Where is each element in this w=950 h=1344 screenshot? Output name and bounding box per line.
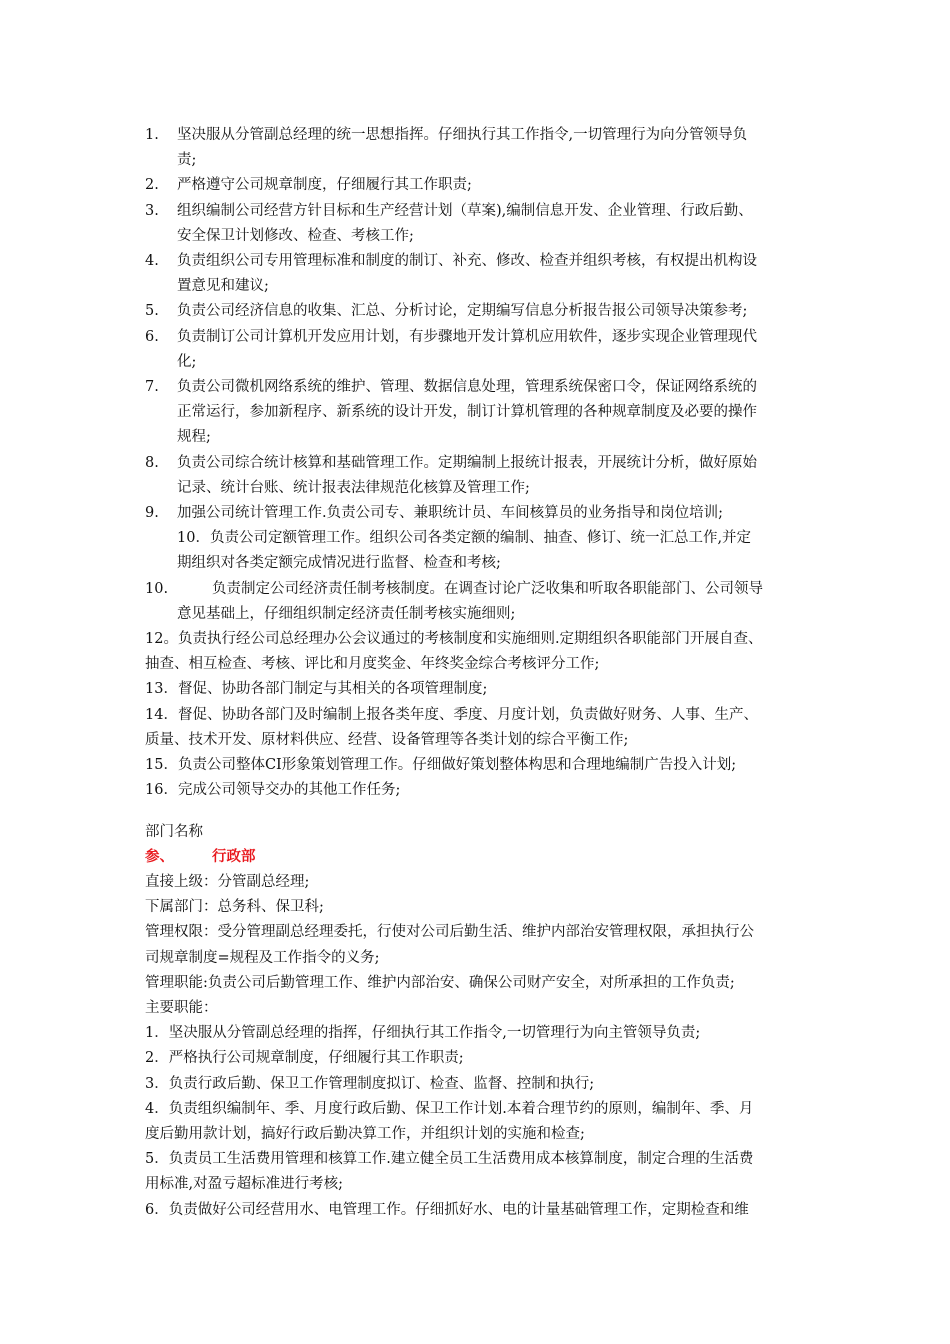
list-item-text: 加强公司统计管理工作.负责公司专、兼职统计员、车间核算员的业务指导和岗位培训; — [177, 505, 723, 521]
section-text-line: 6．负责做好公司经营用水、电管理工作。仔细抓好水、电的计量基础管理工作，定期检查和维 — [145, 1201, 749, 1218]
list-item-text: 意见基础上，仔细组织制定经济责任制考核实施细则; — [177, 605, 516, 622]
list-item-text: 化; — [177, 353, 197, 370]
list-item-text: 负责公司综合统计核算和基础管理工作。定期编制上报统计报表，开展统计分析，做好原始 — [177, 454, 757, 471]
list-item-number: 10. — [145, 580, 169, 597]
section-text-line: 管理权限：受分管理副总经理委托，行使对公司后勤生活、维护内部治安管理权限，承担执行公 — [145, 924, 754, 941]
list-item-number: 4. — [145, 253, 159, 269]
section-text-line: 用标准,对盈亏超标准进行考核; — [145, 1176, 343, 1193]
section-text-line: 2．严格执行公司规章制度，仔细履行其工作职责; — [145, 1050, 464, 1067]
list-item-text: 组织编制公司经营方针目标和生产经营计划（草案),编制信息开发、企业管理、行政后勤、 — [177, 202, 753, 219]
list-item-number: 9. — [145, 505, 159, 521]
list-item-text: 期组织对各类定额完成情况进行监督、检查和考核; — [177, 555, 501, 572]
section-number: 参、 — [145, 848, 174, 865]
list-item-text: 质量、技术开发、原材料供应、经营、设备管理等各类计划的综合平衡工作; — [145, 731, 629, 748]
section-text-line: 主要职能： — [145, 1000, 218, 1016]
list-item-text: 14．督促、协助各部门及时编制上报各类年度、季度、月度计划，负责做好财务、人事、生产、 — [145, 706, 758, 723]
list-item-number: 3. — [145, 202, 159, 219]
list-item-text: 负责制定公司经济责任制考核制度。在调查讨论广泛收集和听取各职能部门、公司领导 — [212, 580, 763, 597]
section-text-line: 度后勤用款计划，搞好行政后勤决算工作，并组织计划的实施和检查; — [145, 1126, 585, 1142]
list-item-number: 5. — [145, 303, 159, 320]
list-item-number: 7. — [145, 379, 159, 395]
section-text-line: 管理职能:负责公司后勤管理工作、维护内部治安、确保公司财产安全，对所承担的工作负责; — [145, 974, 735, 991]
list-item-text: 13．督促、协助各部门制定与其相关的各项管理制度; — [145, 681, 488, 698]
list-item-text: 负责公司微机网络系统的维护、管理、数据信息处理，管理系统保密口令，保证网络系统的 — [177, 379, 757, 395]
list-item-text: 置意见和建议; — [177, 278, 269, 295]
list-item-text: 负责公司经济信息的收集、汇总、分析讨论，定期编写信息分析报告报公司领导决策参考; — [177, 303, 748, 320]
dept-name-label: 部门名称 — [145, 824, 203, 840]
section-title: 行政部 — [212, 848, 256, 865]
list-item-text: 负责制订公司计算机开发应用计划，有步骤地开发计算机应用软件，逐步实现企业管理现代 — [177, 328, 757, 345]
list-item-text: 12。负责执行经公司总经理办公会议通过的考核制度和实施细则.定期组织各职能部门开展自查、 — [145, 631, 763, 647]
section-text-line: 1．坚决服从分管副总经理的指挥，仔细执行其工作指令,一切管理行为向主管领导负责; — [145, 1025, 701, 1042]
list-item-number: 8. — [145, 454, 159, 471]
list-item-text: 责; — [177, 152, 197, 169]
list-item-text: 正常运行，参加新程序、新系统的设计开发，制订计算机管理的各种规章制度及必要的操作 — [177, 404, 757, 421]
list-item-text: 坚决服从分管副总经理的统一思想指挥。仔细执行其工作指令,一切管理行为向分管领导负 — [177, 127, 748, 143]
list-item-text: 规程; — [177, 429, 211, 446]
list-item-text: 16．完成公司领导交办的其他工作任务; — [145, 782, 401, 799]
section-text-line: 3．负责行政后勤、保卫工作管理制度拟订、检查、监督、控制和执行; — [145, 1075, 595, 1092]
list-item-text: 10．负责公司定额管理工作。组织公司各类定额的编制、抽查、修订、统一汇总工作,并定 — [177, 530, 752, 547]
section-text-line: 4．负责组织编制年、季、月度行政后勤、保卫工作计划.本着合理节约的原则，编制年、季、月 — [145, 1100, 754, 1117]
list-item-number: 6. — [145, 328, 159, 345]
section-text-line: 下属部门：总务科、保卫科; — [145, 899, 324, 916]
section-text-line: 直接上级：分管副总经理; — [145, 874, 310, 890]
list-item-text: 记录、统计台账、统计报表法律规范化核算及管理工作; — [177, 479, 530, 496]
section-text-line: 司规章制度=规程及工作指令的义务; — [145, 949, 380, 966]
list-item-text: 负责组织公司专用管理标准和制度的制订、补充、修改、检查并组织考核，有权提出机构设 — [177, 253, 757, 269]
list-item-text: 抽查、相互检查、考核、评比和月度奖金、年终奖金综合考核评分工作; — [145, 656, 600, 673]
list-item-number: 1. — [145, 127, 159, 143]
list-item-text: 安全保卫计划修改、检查、考核工作; — [177, 227, 414, 244]
section-text-line: 5．负责员工生活费用管理和核算工作.建立健全员工生活费用成本核算制度，制定合理的生活费 — [145, 1151, 754, 1168]
list-item-number: 2. — [145, 177, 159, 194]
list-item-text: 严格遵守公司规章制度，仔细履行其工作职责; — [177, 177, 472, 194]
list-item-text: 15．负责公司整体CI形象策划管理工作。仔细做好策划整体构思和合理地编制广告投入计划; — [145, 757, 737, 773]
